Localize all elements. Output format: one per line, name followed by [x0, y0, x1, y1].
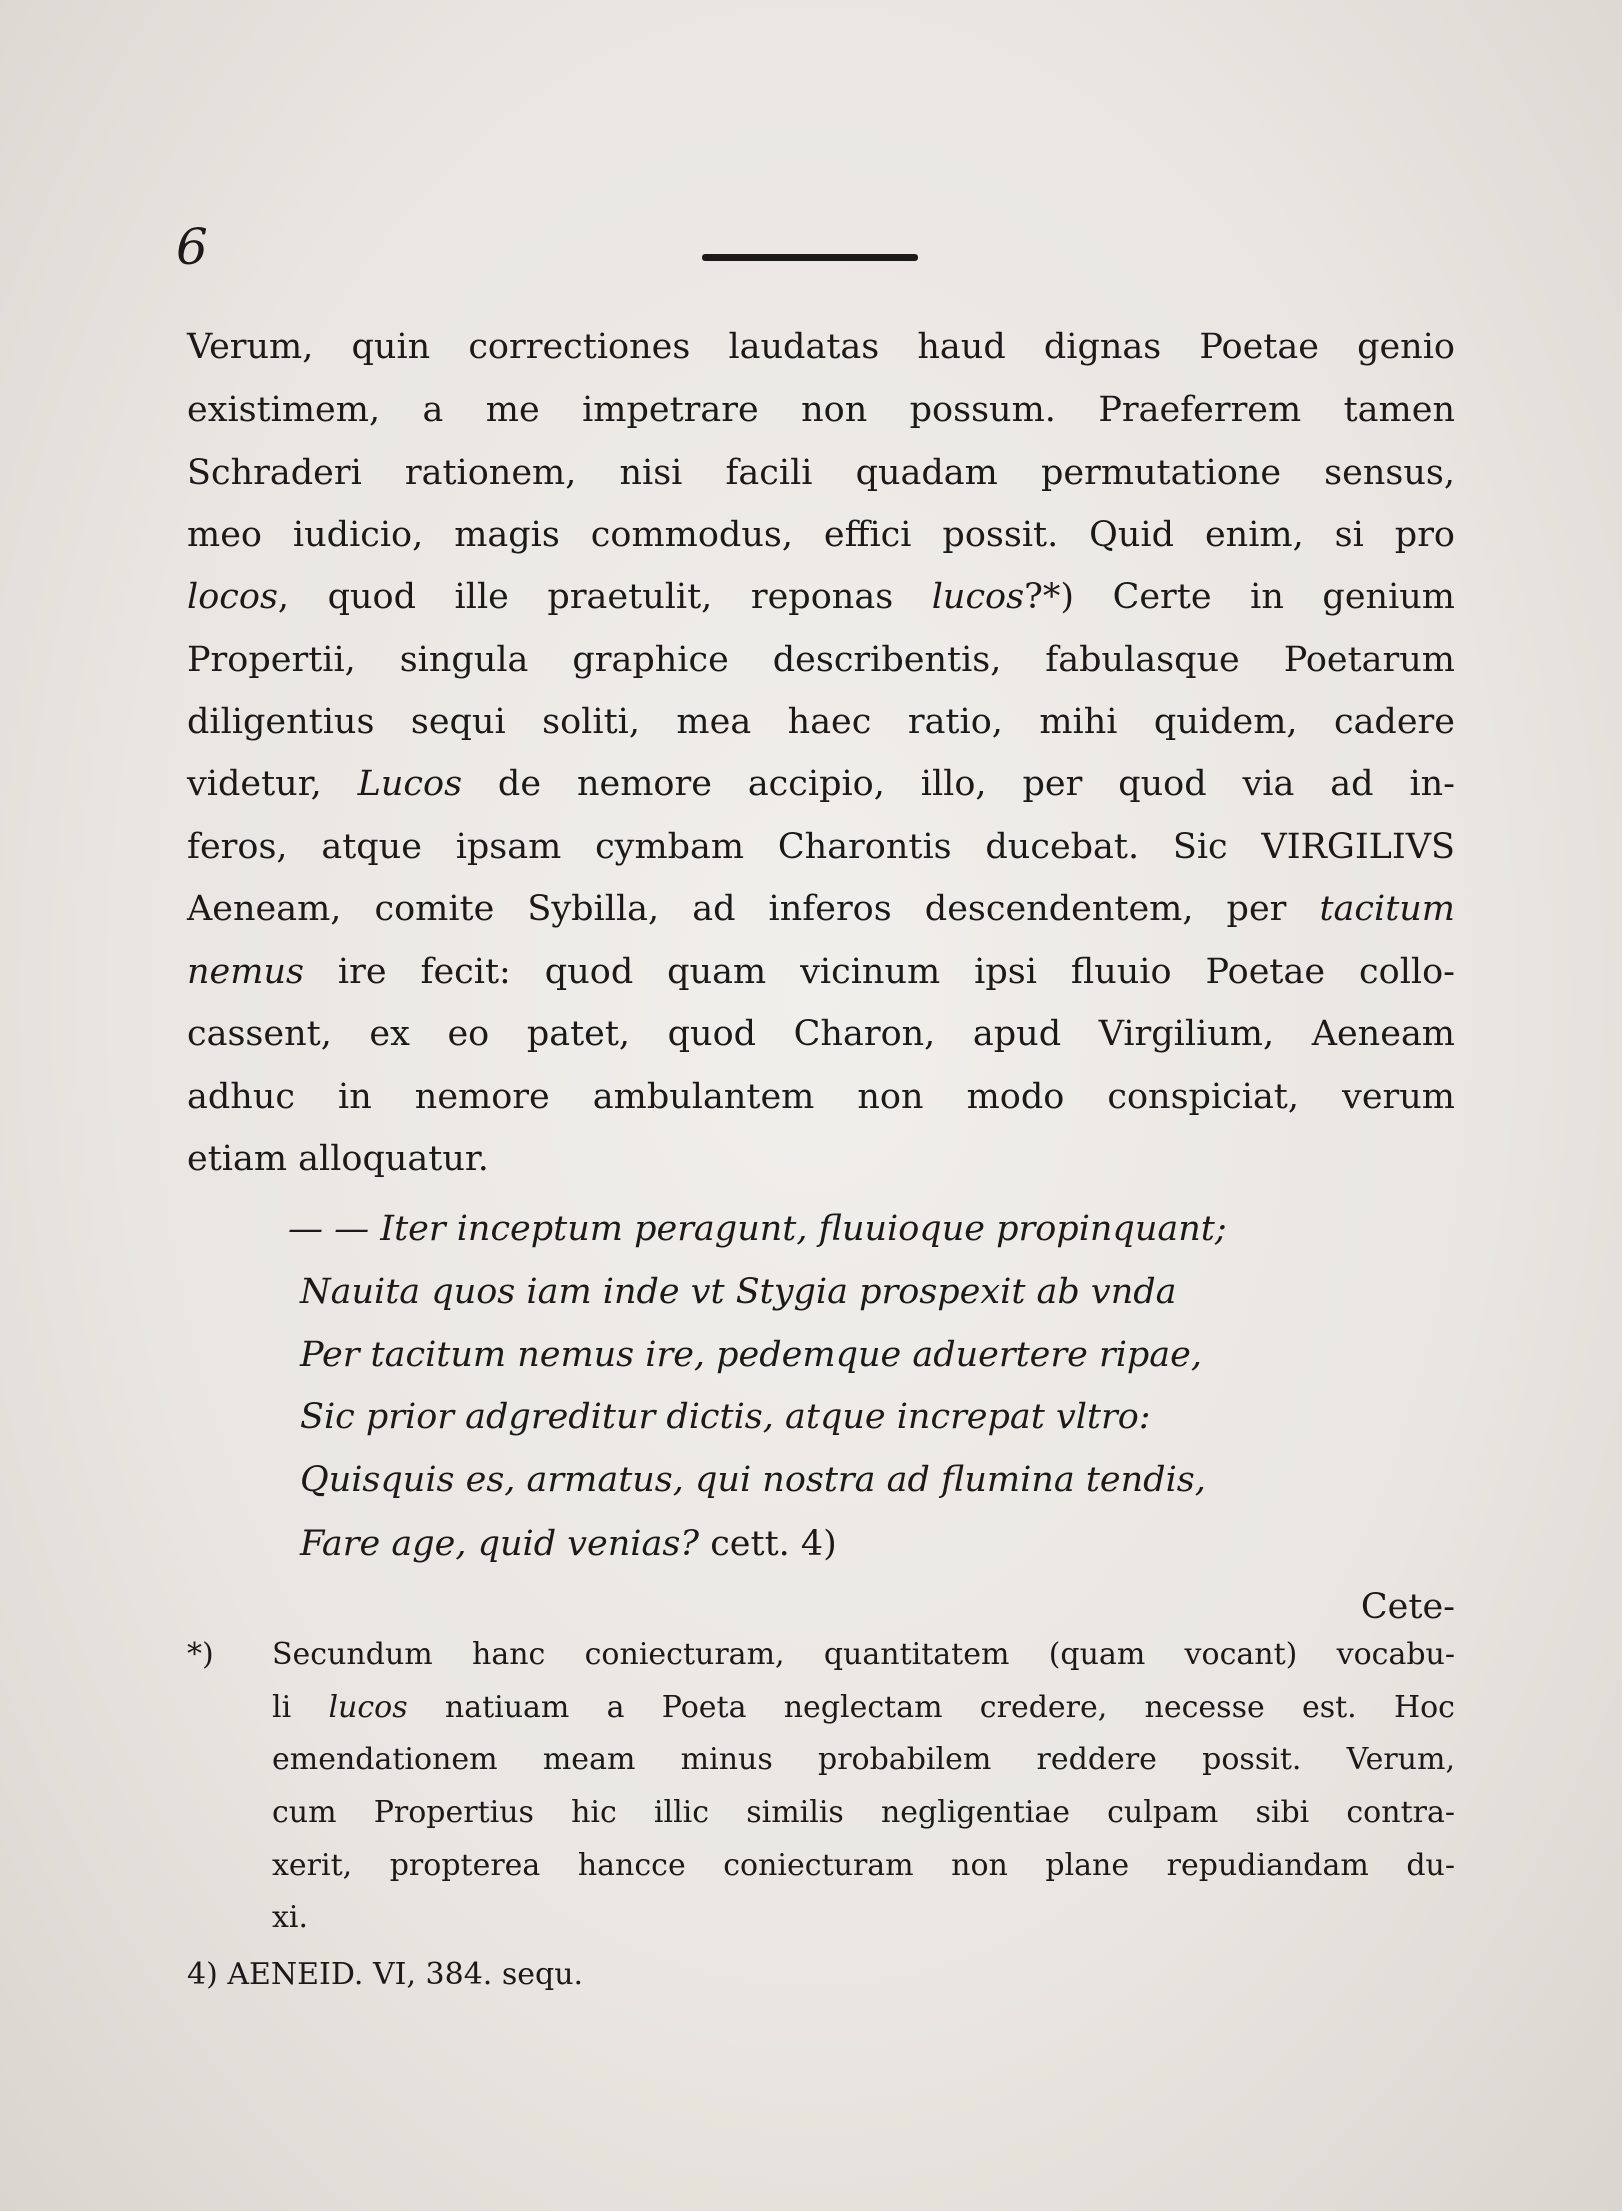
verse-line: — — Iter inceptum peragunt, fluuioque propinquant; — [288, 1209, 1227, 1249]
footnote-marker: *) — [187, 1637, 214, 1672]
body-line: feros, atque ipsam cymbam Charontis ducebat. Sic VIRGILIVS — [187, 827, 1455, 867]
body-line: adhuc in nemore ambulantem non modo conspiciat, verum — [187, 1077, 1455, 1117]
footnote-line: li lucos natiuam a Poeta neglectam credere, necesse est. Hoc — [272, 1690, 1455, 1725]
body-line: Aeneam, comite Sybilla, ad inferos descendentem, per tacitum — [187, 889, 1455, 929]
verse-line: Fare age, quid venias? cett. 4) — [300, 1524, 837, 1564]
body-line: diligentius sequi soliti, mea haec ratio, mihi quidem, cadere — [187, 702, 1455, 742]
verse-citation: cett. 4) — [699, 1524, 837, 1564]
footnote-line: xerit, propterea hancce coniecturam non plane repudiandam du- — [272, 1848, 1455, 1883]
footnote-line: xi. — [272, 1900, 309, 1935]
catchword: Cete- — [1360, 1587, 1455, 1627]
footnote-line: emendationem meam minus probabilem reddere possit. Verum, — [272, 1742, 1455, 1777]
footnote-4: 4) AENEID. VI, 384. sequ. — [187, 1957, 584, 1992]
verse-line: Per tacitum nemus ire, pedemque aduertere ripae, — [300, 1335, 1203, 1375]
body-line: existimem, a me impetrare non possum. Praeferrem tamen — [187, 390, 1455, 430]
header-rule — [702, 254, 918, 261]
body-line: Propertii, singula graphice describentis, fabulasque Poetarum — [187, 640, 1455, 680]
verse-line: Sic prior adgreditur dictis, atque increpat vltro: — [300, 1397, 1151, 1437]
body-line: etiam alloquatur. — [187, 1139, 489, 1179]
body-line: Schraderi rationem, nisi facili quadam permutatione sensus, — [187, 453, 1455, 493]
body-line: videtur, Lucos de nemore accipio, illo, per quod via ad in- — [187, 764, 1456, 804]
verse-line: Quisquis es, armatus, qui nostra ad flumina tendis, — [300, 1460, 1206, 1500]
page-number: 6 — [176, 218, 208, 276]
body-line: nemus ire fecit: quod quam vicinum ipsi fluuio Poetae collo- — [187, 952, 1455, 992]
footnote-line: Secundum hanc coniecturam, quantitatem (quam vocant) vocabu- — [272, 1637, 1455, 1672]
body-line: Verum, quin correctiones laudatas haud dignas Poetae genio — [187, 327, 1455, 367]
verse-line: Nauita quos iam inde vt Stygia prospexit ab vnda — [300, 1272, 1177, 1312]
body-line: cassent, ex eo patet, quod Charon, apud Virgilium, Aeneam — [187, 1014, 1455, 1054]
body-line: locos, quod ille praetulit, reponas lucos?*) Certe in genium — [187, 577, 1455, 617]
body-line: meo iudicio, magis commodus, effici possit. Quid enim, si pro — [187, 515, 1455, 555]
footnote-line: cum Propertius hic illic similis negligentiae culpam sibi contra- — [272, 1795, 1455, 1830]
